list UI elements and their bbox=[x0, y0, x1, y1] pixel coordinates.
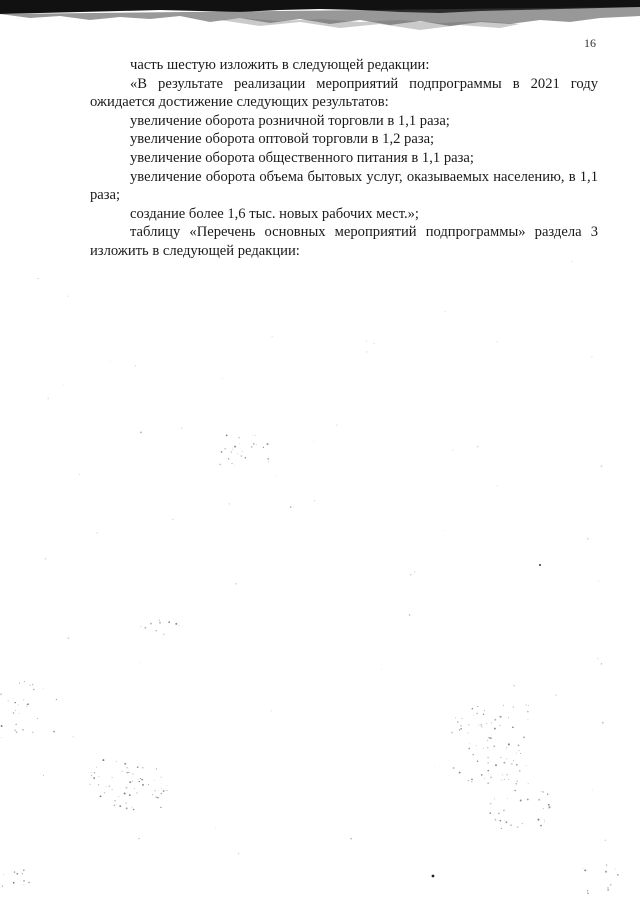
paragraph-table-edit: таблицу «Перечень основных мероприятий подпрограммы» раздела 3 изложить в следующей редакции: bbox=[90, 224, 598, 259]
paragraph-part-six: часть шестую изложить в следующей редакции: bbox=[130, 57, 430, 73]
paragraph-catering-turnover: увеличение оборота общественного питания в 1,1 раза; bbox=[130, 149, 474, 166]
page-number: 16 bbox=[584, 36, 596, 50]
paragraph-wholesale-turnover: увеличение оборота оптовой торговли в 1,2 раза; bbox=[130, 131, 435, 148]
paragraph-results-intro: «В результате реализации мероприятий подпрограммы в 2021 году ожидается достижение следующих результатов: bbox=[90, 75, 598, 111]
scan-edge-artifact bbox=[0, 0, 640, 34]
paragraph-consumer-services: увеличение оборота объема бытовых услуг, оказываемых населению, в 1,1 раза; bbox=[90, 168, 598, 204]
paragraph-new-jobs: создание более 1,6 тыс. новых рабочих мест.»; bbox=[130, 205, 419, 222]
paragraph-retail-turnover: увеличение оборота розничной торговли в 1,1 раза; bbox=[130, 112, 450, 129]
document-body bbox=[90, 56, 598, 261]
